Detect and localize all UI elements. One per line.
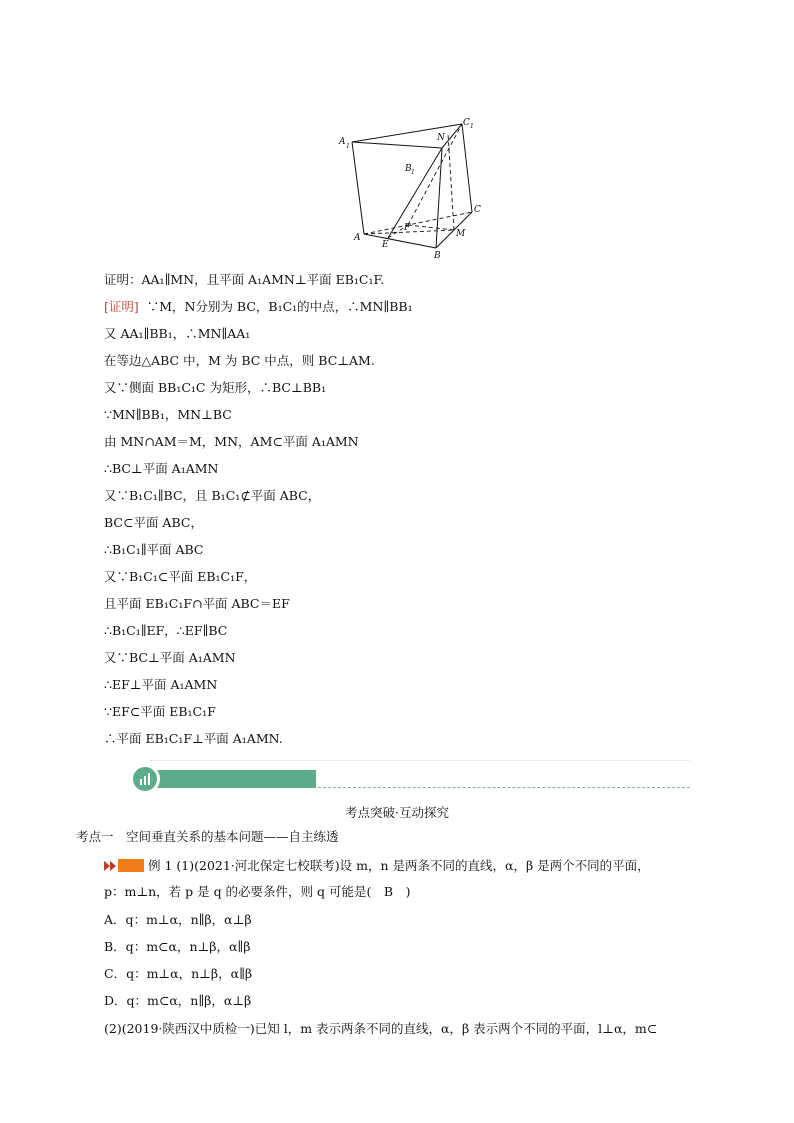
chart-icon: [130, 764, 160, 794]
proof-line: 又∵侧面 BB₁C₁C 为矩形，∴BC⊥BB₁: [104, 380, 327, 395]
double-arrow-icon: [104, 859, 118, 875]
question-2-line-1: (2)(2019·陕西汉中质检一)已知 l，m 表示两条不同的直线，α，β 表示两个不同的平面，l⊥α，m⊂: [104, 1021, 658, 1036]
label-b: B: [434, 251, 441, 261]
label-b1: B: [405, 164, 412, 174]
section-banner: [130, 760, 690, 792]
banner-dashed-rule: [318, 787, 690, 788]
label-e: E: [382, 240, 389, 250]
prism-diagram: [336, 112, 496, 262]
proof-line: BC⊂平面 ABC，: [104, 515, 203, 530]
question-1-line-2: p：m⊥n，若 p 是 q 的必要条件，则 q 可能是( B ): [104, 884, 411, 899]
label-a1-sub: 1: [346, 143, 350, 150]
proof-line: 且平面 EB₁C₁F∩平面 ABC＝EF: [104, 596, 290, 611]
option-b: B．q：m⊂α，n⊥β，α∥β: [104, 939, 251, 954]
proof-line: ∴平面 EB₁C₁F⊥平面 A₁AMN.: [104, 731, 283, 746]
label-c1: C: [463, 118, 470, 128]
example-marker: [118, 859, 144, 872]
proof-line: 又∵B₁C₁∥BC，且 B₁C₁⊄平面 ABC，: [104, 488, 321, 503]
proof-line: 由 MN∩AM＝M，MN，AM⊂平面 A₁AMN: [104, 434, 359, 449]
label-c: C: [474, 205, 481, 215]
banner-bar: [140, 770, 316, 788]
label-f: F: [404, 223, 411, 233]
label-a: A: [354, 233, 361, 243]
proof-line: ∴B₁C₁∥EF，∴EF∥BC: [104, 623, 228, 638]
proof-line: ∵EF⊂平面 EB₁C₁F: [104, 704, 216, 719]
option-d: D．q：m⊂α，n∥β，α⊥β: [104, 993, 252, 1008]
proof-line-1: [104, 299, 413, 315]
banner-top-rule: [150, 760, 690, 761]
option-c: C．q：m⊥α，n⊥β，α∥β: [104, 966, 253, 981]
section-title: 考点突破·互动探究: [345, 805, 449, 820]
label-c1-sub: 1: [470, 123, 474, 130]
proof-tag: [证明]: [104, 299, 139, 314]
proof-line: ∴B₁C₁∥平面 ABC: [104, 542, 204, 557]
proof-line: 又∵BC⊥平面 A₁AMN: [104, 650, 236, 665]
question-1-text: (1)(2021·河北保定七校联考)设 m，n 是两条不同的直线，α，β 是两个不同的平面，: [176, 858, 650, 873]
point-title: 考点一 空间垂直关系的基本问题——自主练透: [76, 829, 339, 844]
option-a: A．q：m⊥α，n∥β，α⊥β: [104, 912, 252, 927]
proof-line: ∴BC⊥平面 A₁AMN: [104, 461, 219, 476]
proof-statement: 证明：AA₁∥MN，且平面 A₁AMN⊥平面 EB₁C₁F.: [104, 272, 385, 287]
proof-line: 又∵B₁C₁⊂平面 EB₁C₁F，: [104, 569, 257, 584]
proof-text: ∵M，N分别为 BC，B₁C₁的中点，∴MN∥BB₁: [146, 299, 413, 314]
label-m: M: [456, 229, 466, 239]
proof-line: ∵MN∥BB₁，MN⊥BC: [104, 407, 232, 422]
prism-figure: [336, 112, 496, 262]
example-label: 例 1: [148, 858, 173, 873]
label-a1: A: [339, 137, 346, 147]
proof-line: ∴EF⊥平面 A₁AMN: [104, 677, 218, 692]
example-1-line-1: [104, 858, 650, 875]
proof-line: 在等边△ABC 中，M 为 BC 中点，则 BC⊥AM.: [104, 353, 375, 368]
proof-line: 又 AA₁∥BB₁，∴MN∥AA₁: [104, 326, 251, 341]
label-b1-sub: 1: [411, 169, 415, 176]
label-n: N: [437, 133, 445, 143]
